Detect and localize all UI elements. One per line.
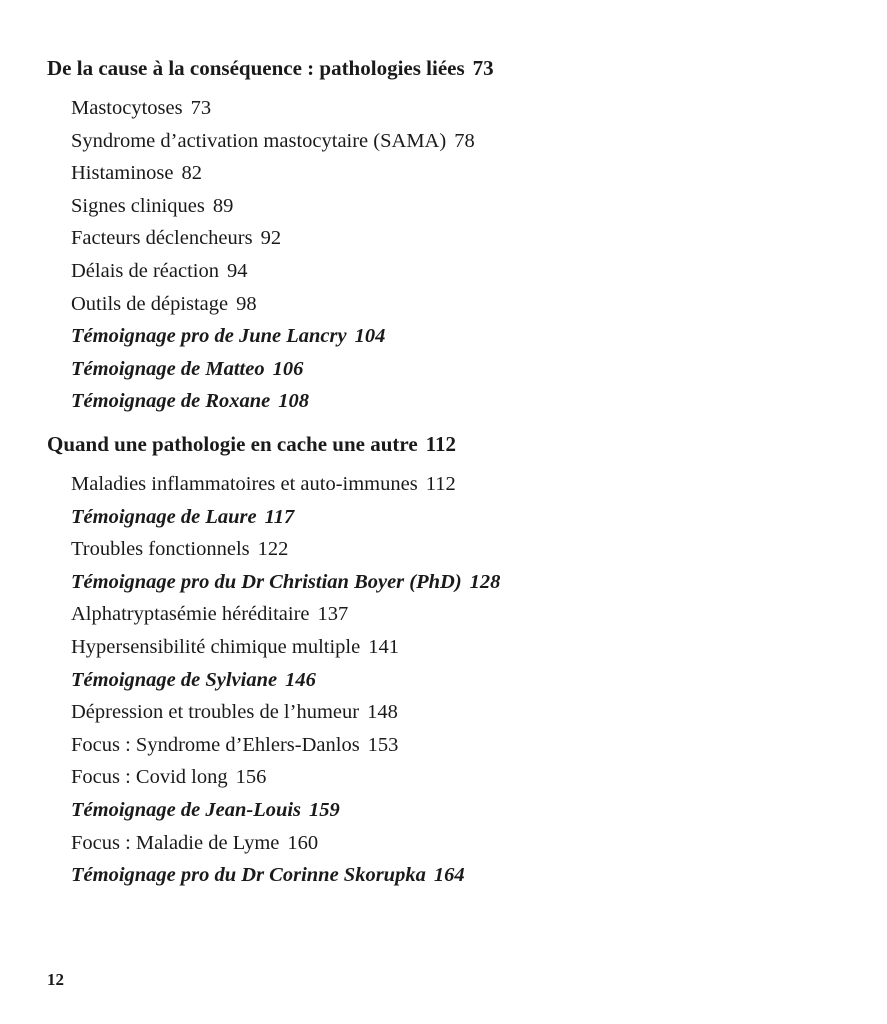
page-number: 12 [47, 970, 64, 989]
toc-entry-title: Témoignage de Jean-Louis [71, 798, 302, 821]
toc-entry [47, 157, 847, 190]
toc-entry-page: 137 [317, 603, 349, 626]
toc-entry-page: 156 [235, 766, 267, 789]
toc-entry-page: 160 [287, 831, 319, 854]
toc-entry-title: Témoignage pro du Dr Christian Boyer (PhD) [71, 570, 462, 593]
toc-entry [47, 92, 847, 125]
toc-entry [47, 385, 847, 418]
toc-entry-page: 128 [469, 570, 501, 593]
toc-entry-page: 112 [425, 473, 456, 495]
toc-entry-page: 153 [367, 733, 399, 756]
toc-entry [47, 501, 847, 534]
toc-entry-page: 73 [190, 97, 212, 119]
section-page: 112 [425, 432, 456, 456]
toc-entry-title: Témoignage pro de June Lancry [71, 325, 347, 348]
toc-section-2 [47, 430, 847, 892]
toc-entry [47, 859, 847, 892]
toc-entry [47, 696, 847, 729]
toc-entry-page: 117 [264, 505, 295, 528]
toc-entry-title: Maladies inflammatoires et auto-immunes [71, 473, 418, 495]
toc-entry [47, 222, 847, 255]
toc-entry-title: Mastocytoses [71, 97, 183, 119]
toc-entry-page: 146 [285, 668, 316, 691]
toc-entry-title: Histaminose [71, 162, 174, 185]
toc-entry-title: Troubles fonctionnels [71, 538, 250, 561]
toc-entry [47, 664, 847, 697]
toc-entry-page: 148 [367, 701, 398, 724]
toc-entry-title: Focus : Covid long [71, 766, 228, 789]
toc-entry [47, 533, 847, 566]
toc-entry-title: Syndrome d’activation mastocytaire (SAMA) [71, 129, 447, 152]
toc-entry-page: 164 [433, 864, 465, 887]
toc-entry-page: 89 [212, 194, 234, 217]
toc-section-1 [47, 54, 847, 418]
toc-entry [47, 761, 847, 794]
toc-entry [47, 729, 847, 762]
toc-entry-page: 92 [260, 227, 282, 250]
toc-entry-title: Témoignage de Laure [71, 505, 257, 528]
toc-entry [47, 468, 847, 501]
toc-entry [47, 566, 847, 599]
toc-entry-title: Focus : Syndrome d’Ehlers-Danlos [71, 733, 360, 756]
toc-entry [47, 631, 847, 664]
section-entries [47, 468, 847, 892]
toc-entry-title: Hypersensibilité chimique multiple [71, 635, 361, 658]
toc-entry-title: Signes cliniques [71, 194, 205, 217]
toc-entry-title: Alphatryptasémie héréditaire [71, 603, 310, 626]
toc-entry [47, 255, 847, 288]
section-heading [47, 54, 847, 82]
toc-entry-title: Outils de dépistage [71, 292, 229, 315]
toc-entry-title: Focus : Maladie de Lyme [71, 831, 280, 854]
toc-entry-page: 82 [181, 162, 202, 185]
toc-entry-title: Facteurs déclencheurs [71, 227, 253, 250]
toc-entry [47, 190, 847, 223]
toc-entry [47, 353, 847, 386]
section-heading [47, 430, 847, 458]
toc-entry-title: Témoignage de Matteo [71, 357, 265, 380]
toc-entry [47, 794, 847, 827]
toc-entry [47, 598, 847, 631]
toc-entry-title: Témoignage de Roxane [71, 390, 271, 413]
toc-entry-page: 98 [236, 292, 257, 315]
toc-entry [47, 288, 847, 321]
toc-entry-page: 78 [454, 129, 475, 152]
section-page: 73 [472, 56, 494, 80]
toc-entry-page: 141 [368, 635, 399, 658]
toc-entry-page: 108 [278, 390, 310, 413]
section-title: Quand une pathologie en cache une autre [47, 432, 418, 456]
section-title: De la cause à la conséquence : pathologies liées [47, 56, 465, 80]
toc-entry-page: 104 [354, 325, 386, 348]
toc-entry-page: 106 [272, 357, 304, 380]
toc-entry [47, 827, 847, 860]
toc-entry [47, 125, 847, 158]
toc-entry-title: Délais de réaction [71, 259, 219, 282]
toc-entry-page: 159 [309, 798, 340, 821]
section-entries [47, 92, 847, 418]
toc-entry-title: Témoignage pro du Dr Corinne Skorupka [71, 864, 426, 887]
toc-entry-page: 122 [257, 538, 289, 561]
toc-entry-page: 94 [226, 259, 248, 282]
toc-entry-title: Témoignage de Sylviane [71, 668, 278, 691]
toc-entry [47, 320, 847, 353]
toc-entry-title: Dépression et troubles de l’humeur [71, 701, 360, 724]
